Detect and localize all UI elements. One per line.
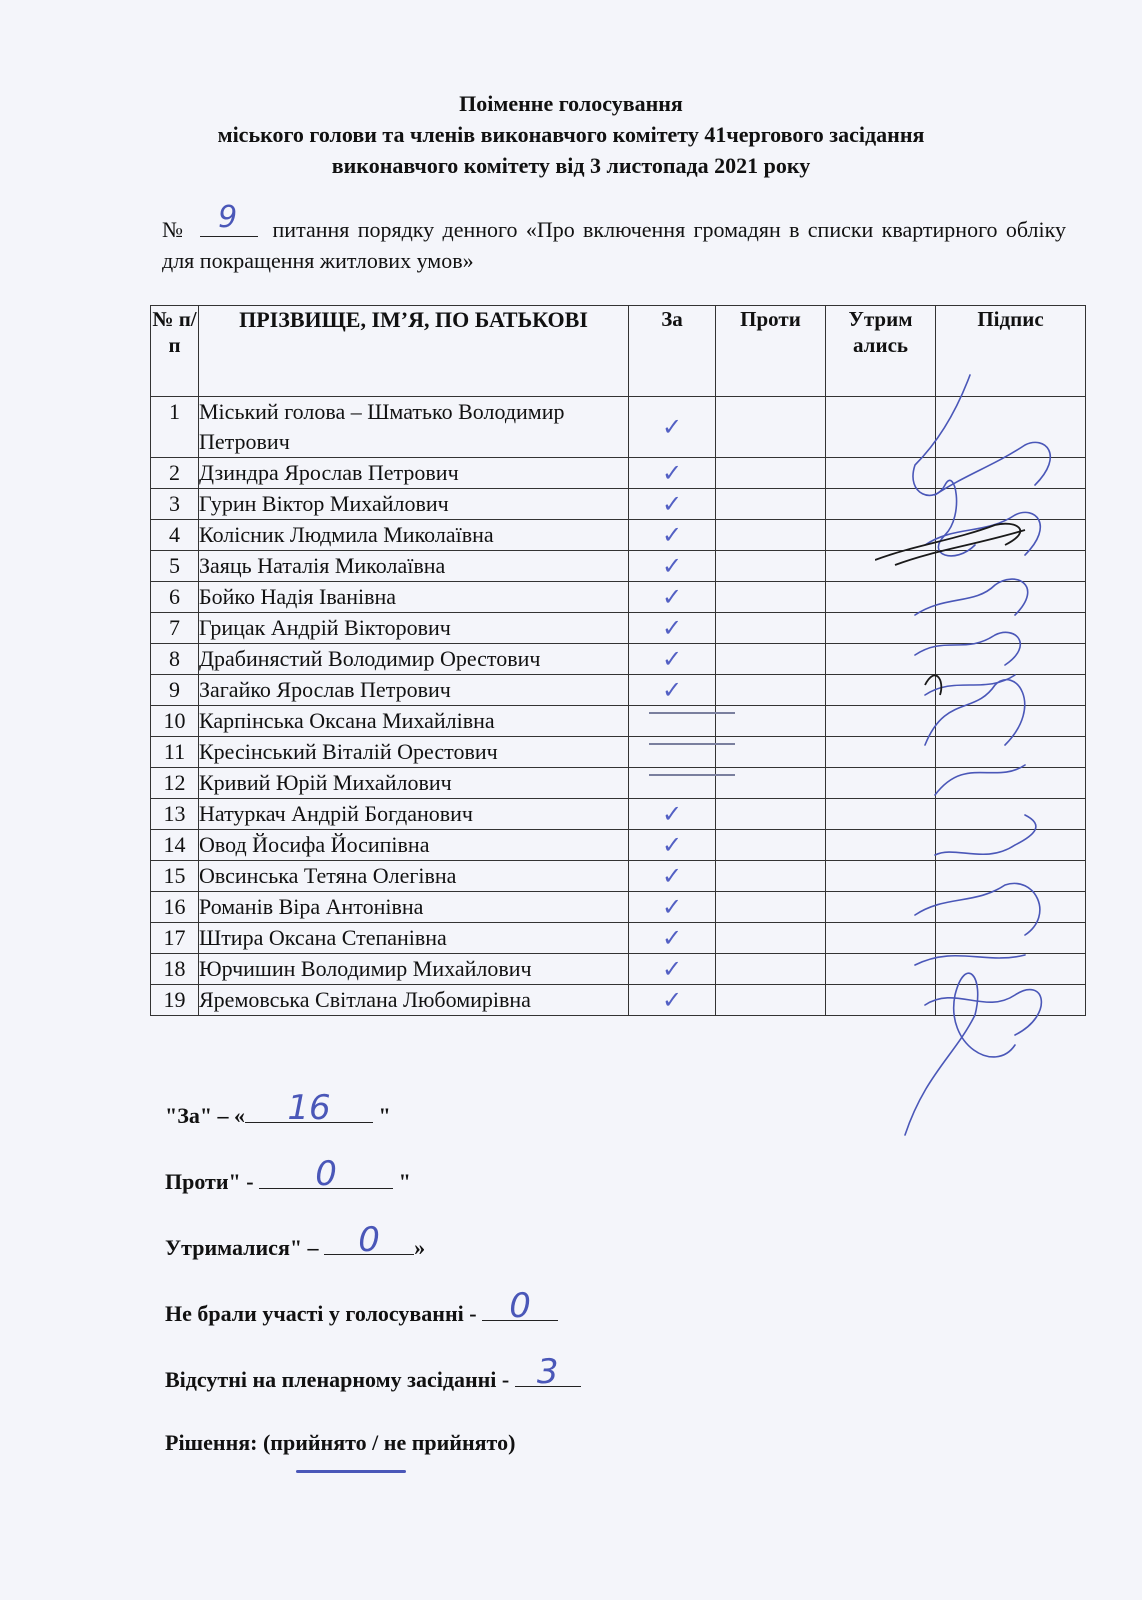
vote-for-cell [629,520,716,551]
row-number: 18 [151,954,199,985]
signature-cell [936,737,1086,768]
vote-abstained-cell [826,799,936,830]
signature-cell [936,551,1086,582]
member-name: Бойко Надія Іванівна [199,582,629,613]
checkmark-icon: ✓ [661,490,683,518]
header-against: Проти [716,306,826,397]
member-name: Гурин Віктор Михайлович [199,489,629,520]
signature-cell [936,613,1086,644]
row-number: 6 [151,582,199,613]
member-name: Карпінська Оксана Михайлівна [199,706,629,737]
signature-cell [936,861,1086,892]
checkmark-icon: ✓ [661,955,683,983]
total-against-label: Проти" - [165,1169,260,1194]
checkmark-icon: ✓ [661,676,683,704]
checkmark-icon: ✓ [661,614,683,642]
question-number-handwritten: 9 [218,200,238,235]
checkmark-icon: ✓ [661,459,683,487]
member-name: Кривий Юрій Михайлович [199,768,629,799]
total-absent [165,1352,581,1393]
member-name: Драбинястий Володимир Орестович [199,644,629,675]
vote-for-cell [629,706,716,737]
signature-cell [936,489,1086,520]
checkmark-icon: ✓ [661,924,683,952]
signature-cell [936,706,1086,737]
vote-abstained-cell [826,613,936,644]
checkmark-icon: ✓ [661,831,683,859]
total-for-label: "За" – « [165,1103,246,1128]
vote-against-cell [716,397,826,458]
total-for [165,1088,391,1129]
vote-against-cell [716,923,826,954]
table-row [151,985,1086,1016]
table-row [151,489,1086,520]
row-number: 5 [151,551,199,582]
total-against-end: " [393,1169,411,1194]
table-row [151,799,1086,830]
title-line-2: міського голови та членів виконавчого комітету 41чергового засідання [217,122,925,147]
vote-abstained-cell [826,737,936,768]
checkmark-icon: ✓ [661,552,683,580]
vote-against-cell [716,985,826,1016]
signature-cell [936,923,1086,954]
member-name: Міський голова – Шматько Володимир Петрович [199,397,629,458]
row-number: 17 [151,923,199,954]
vote-table [150,305,1086,1016]
member-name: Натуркач Андрій Богданович [199,799,629,830]
total-not-voted-label: Не брали участі у голосуванні - [165,1301,483,1326]
row-number: 13 [151,799,199,830]
vote-against-cell [716,706,826,737]
vote-for-cell [629,830,716,861]
question-number-sign: № [162,217,186,242]
signature-cell [936,397,1086,458]
agenda-question [162,200,1067,276]
table-row [151,892,1086,923]
member-name: Заяць Наталія Миколаївна [199,551,629,582]
checkmark-icon: ✓ [661,645,683,673]
checkmark-icon: ✓ [661,521,683,549]
table-row [151,861,1086,892]
member-name: Яремовська Світлана Любомирівна [199,985,629,1016]
question-text: питання порядку денного «Про включення громадян в списки квартирного обліку для покращення житлових умов» [162,217,1067,273]
total-for-value: 16 [287,1088,331,1128]
row-number: 19 [151,985,199,1016]
vote-for-cell [629,799,716,830]
total-absent-label: Відсутні на пленарному засіданні - [165,1367,515,1392]
row-number: 10 [151,706,199,737]
vote-for-cell [629,582,716,613]
total-abstained [165,1220,426,1261]
total-abstained-end: » [414,1235,426,1260]
row-number: 3 [151,489,199,520]
document-title [0,88,1142,181]
row-number: 1 [151,397,199,458]
vote-abstained-cell [826,768,936,799]
table-row [151,737,1086,768]
vote-against-cell [716,520,826,551]
signature-cell [936,954,1086,985]
table-row [151,397,1086,458]
total-against-blank [259,1154,393,1194]
member-name: Романів Віра Антонівна [199,892,629,923]
total-not-voted [165,1286,558,1327]
table-row [151,830,1086,861]
row-number: 15 [151,861,199,892]
vote-against-cell [716,768,826,799]
total-abstained-blank [324,1220,414,1260]
member-name: Овсинська Тетяна Олегівна [199,861,629,892]
row-number: 14 [151,830,199,861]
signature-cell [936,768,1086,799]
vote-for-cell [629,892,716,923]
vote-for-cell [629,397,716,458]
vote-against-cell [716,861,826,892]
checkmark-icon: ✓ [661,893,683,921]
row-number: 12 [151,768,199,799]
question-number-blank [200,200,258,237]
decision-label: Рішення: (прийнято / не прийнято) [165,1430,516,1455]
total-not-voted-value: 0 [509,1286,531,1326]
vote-against-cell [716,644,826,675]
checkmark-icon: ✓ [661,413,683,441]
row-number: 9 [151,675,199,706]
vote-against-cell [716,892,826,923]
vote-abstained-cell [826,675,936,706]
table-row [151,923,1086,954]
total-not-voted-blank [482,1286,558,1326]
table-row [151,954,1086,985]
table-row [151,706,1086,737]
vote-against-cell [716,582,826,613]
total-abstained-value: 0 [358,1220,380,1260]
vote-for-cell [629,768,716,799]
vote-against-cell [716,830,826,861]
table-row [151,613,1086,644]
signature-cell [936,520,1086,551]
table-row [151,675,1086,706]
table-row [151,458,1086,489]
vote-against-cell [716,954,826,985]
member-name: Колісник Людмила Миколаївна [199,520,629,551]
vote-against-cell [716,458,826,489]
header-name: ПРІЗВИЩЕ, ІМ’Я, ПО БАТЬКОВІ [199,306,629,397]
signature-cell [936,675,1086,706]
vote-for-cell [629,675,716,706]
row-number: 7 [151,613,199,644]
table-row [151,520,1086,551]
checkmark-icon: ✓ [661,800,683,828]
vote-abstained-cell [826,985,936,1016]
table-row [151,551,1086,582]
vote-for-cell [629,644,716,675]
row-number: 16 [151,892,199,923]
vote-abstained-cell [826,551,936,582]
vote-abstained-cell [826,520,936,551]
title-line-1: Поіменне голосування [459,91,683,116]
row-number: 8 [151,644,199,675]
signature-cell [936,582,1086,613]
vote-abstained-cell [826,892,936,923]
row-number: 2 [151,458,199,489]
member-name: Юрчишин Володимир Михайлович [199,954,629,985]
member-name: Грицак Андрій Вікторович [199,613,629,644]
vote-against-cell [716,675,826,706]
total-for-end: " [373,1103,391,1128]
checkmark-icon: ✓ [661,862,683,890]
vote-rows [151,397,1086,1016]
vote-for-cell [629,458,716,489]
vote-abstained-cell [826,861,936,892]
member-name: Штира Оксана Степанівна [199,923,629,954]
header-for: За [629,306,716,397]
header-signature: Підпис [936,306,1086,397]
vote-for-cell [629,737,716,768]
checkmark-icon: ✓ [661,583,683,611]
header-number: № п/п [151,306,199,397]
table-row [151,582,1086,613]
vote-against-cell [716,489,826,520]
header-abstained: Утрим ались [826,306,936,397]
vote-abstained-cell [826,397,936,458]
vote-abstained-cell [826,489,936,520]
decision-handwritten-underline [296,1470,406,1473]
vote-against-cell [716,551,826,582]
vote-for-cell [629,613,716,644]
total-abstained-label: Утрималися" – [165,1235,325,1260]
checkmark-icon: ✓ [661,986,683,1014]
vote-abstained-cell [826,582,936,613]
row-number: 11 [151,737,199,768]
table-row [151,768,1086,799]
vote-abstained-cell [826,644,936,675]
vote-abstained-cell [826,830,936,861]
vote-for-cell [629,551,716,582]
signature-cell [936,830,1086,861]
signature-cell [936,892,1086,923]
decision-line [165,1430,515,1456]
vote-abstained-cell [826,923,936,954]
absent-dash-mark [649,774,735,776]
total-for-blank [245,1088,373,1128]
vote-abstained-cell [826,954,936,985]
member-name: Дзиндра Ярослав Петрович [199,458,629,489]
vote-abstained-cell [826,458,936,489]
signature-cell [936,799,1086,830]
vote-for-cell [629,861,716,892]
total-against-value: 0 [315,1154,337,1194]
vote-for-cell [629,985,716,1016]
total-absent-value: 3 [536,1352,559,1392]
total-absent-blank [515,1352,581,1392]
signature-cell [936,458,1086,489]
vote-for-cell [629,489,716,520]
vote-for-cell [629,923,716,954]
vote-against-cell [716,613,826,644]
table-row [151,644,1086,675]
signature-cell [936,644,1086,675]
title-line-3: виконавчого комітету від 3 листопада 2021 року [331,153,811,178]
absent-dash-mark [649,712,735,714]
vote-against-cell [716,799,826,830]
row-number: 4 [151,520,199,551]
member-name: Загайко Ярослав Петрович [199,675,629,706]
vote-against-cell [716,737,826,768]
signature-cell [936,985,1086,1016]
vote-for-cell [629,954,716,985]
member-name: Кресінський Віталій Орестович [199,737,629,768]
total-against [165,1154,411,1195]
vote-abstained-cell [826,706,936,737]
absent-dash-mark [649,743,735,745]
member-name: Овод Йосифа Йосипівна [199,830,629,861]
